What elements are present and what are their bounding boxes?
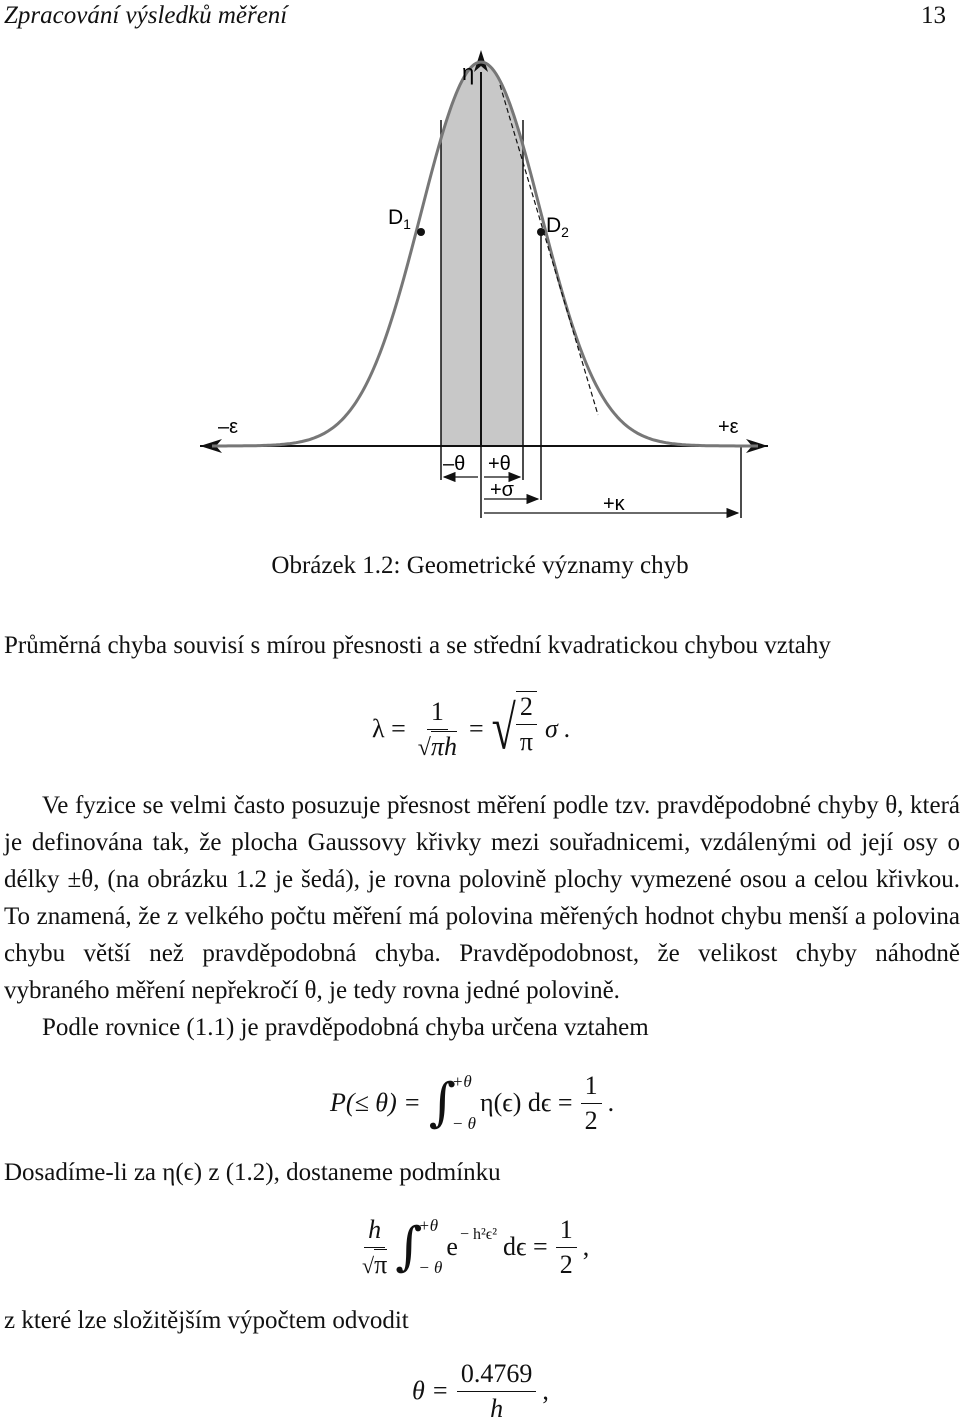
d2-label: $D_2$: [546, 214, 569, 240]
eq3-rnum: 1: [556, 1215, 577, 1248]
eq1-num: 1: [427, 697, 448, 730]
plus-kappa-label: +κ: [603, 493, 625, 515]
eq2-fraction: [581, 1071, 602, 1136]
eq3-fraction: [556, 1215, 577, 1280]
equation-theta: [412, 1358, 549, 1424]
eq3-prefactor: [358, 1215, 391, 1280]
eq2-limits: [452, 1072, 476, 1134]
eq3-limits: [418, 1216, 442, 1278]
figure-caption: Obrázek 1.2: Geometrické významy chyb: [271, 552, 689, 579]
eq2-integrand: η(ϵ) dϵ =: [479, 1088, 573, 1117]
plus-sigma-label: +σ: [490, 479, 515, 501]
eq4-den: h: [490, 1393, 504, 1423]
plus-epsilon-label: +ε: [718, 416, 739, 438]
equation-probability: [330, 1070, 614, 1136]
eq3-base: e: [446, 1232, 458, 1261]
eq2-den: 2: [584, 1105, 598, 1135]
eq2-lower: − θ: [451, 1114, 476, 1133]
paragraph-5: z které lze složitějším výpočtem odvodit: [4, 1307, 409, 1334]
gaussian-figure: [0, 40, 960, 540]
minus-theta-label: –θ: [443, 453, 466, 475]
eq1-den-text: πh: [430, 731, 457, 761]
eq1-sqrt-num: 2: [516, 692, 537, 725]
eta-axis-label: η: [462, 60, 475, 85]
eq4-fraction: [457, 1359, 537, 1424]
point-d1: [417, 228, 425, 236]
equation-gauss-condition: [358, 1212, 589, 1282]
eq3-rden: 2: [559, 1249, 573, 1279]
eq1-lhs: λ =: [372, 714, 406, 743]
eq1-sqrt-fraction: [516, 691, 537, 757]
eq4-lhs: θ =: [412, 1376, 449, 1405]
integral-icon: ∫: [428, 1073, 456, 1133]
minus-epsilon-label: –ε: [218, 416, 239, 438]
eq3-upper: +θ: [418, 1216, 439, 1235]
eq3-diff: dϵ =: [503, 1232, 548, 1261]
eq1-sqrt-den: π: [519, 727, 533, 756]
eq2-num: 1: [581, 1071, 602, 1104]
eq3-exponent: − h²ϵ²: [459, 1226, 498, 1243]
paragraph-1: Průměrná chyba souvisí s mírou přesnosti a se střední kvadratickou chybou vztahy: [4, 632, 831, 659]
eq1-tail: σ .: [544, 714, 571, 743]
plus-theta-label: +θ: [488, 453, 511, 475]
paragraph-2-wrapper: [4, 787, 960, 1046]
sqrt-icon: √: [491, 694, 516, 763]
paragraph-4: Dosadíme-li za η(ϵ) z (1.2), dostaneme podmínku: [4, 1159, 501, 1186]
eq1-fraction: [414, 697, 461, 762]
eq4-num: 0.4769: [457, 1359, 537, 1392]
eq3-num: h: [364, 1215, 385, 1248]
eq4-tail: ,: [542, 1376, 549, 1405]
eq2-upper: +θ: [451, 1072, 472, 1091]
equation-lambda: [372, 694, 571, 764]
paragraph-2: Ve fyzice se velmi často posuzuje přesnost měření podle tzv. pravděpodobné chyby θ, která je definována tak, že plocha Gaussovy křivky mezi souřadnicemi, vzdálenými od její osy o délky ±θ, (na obrázku 1.2 je šedá), je rovna polovině plochy vymezené osou a celou křivkou. To znamená, že z velkého počtu měření má polovina měřených hodnot chybu menší a polovina chybu větší než pravděpodobná chyba. Pravděpodobnost, že velikost chyby náhodně vybraného měření nepřekročí θ, je tedy rovna jedné polovině.: [4, 792, 960, 1004]
eq1-equals: =: [468, 714, 484, 743]
eq3-tail: ,: [582, 1232, 590, 1261]
eq2-tail: .: [607, 1088, 615, 1117]
paragraph-3: Podle rovnice (1.1) je pravděpodobná chyba určena vztahem: [42, 1014, 649, 1041]
eq2-lhs: P(≤ θ) =: [330, 1088, 421, 1117]
page-number: 13: [921, 2, 946, 29]
point-d2: [537, 228, 545, 236]
integral-icon-2: ∫: [395, 1217, 423, 1277]
d1-label: $D_1$: [388, 206, 411, 232]
eq1-den: √πh: [417, 731, 457, 761]
eq3-den-text: π: [374, 1249, 388, 1279]
eq3-lower: − θ: [418, 1258, 443, 1277]
running-header-title: Zpracování výsledků měření: [4, 2, 288, 29]
eq3-den: √π: [362, 1249, 388, 1279]
